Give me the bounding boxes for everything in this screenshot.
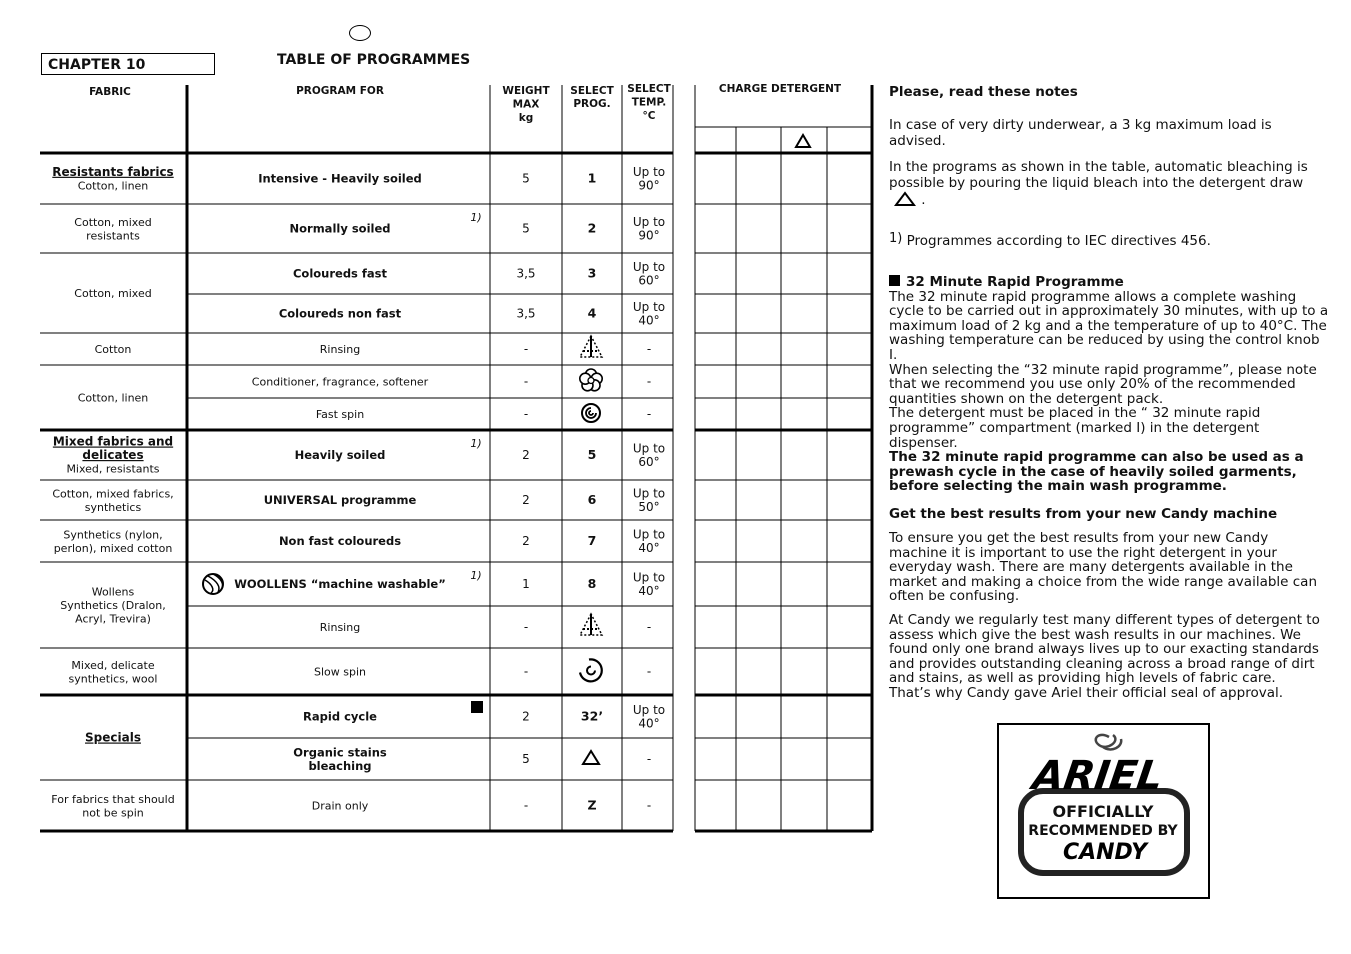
program-weight: 5 <box>522 171 530 186</box>
program-weight: - <box>523 664 529 679</box>
fabric-group-line: Cotton, mixed <box>74 215 152 229</box>
program-weight: - <box>523 620 529 634</box>
ariel-swirl-icon <box>1096 735 1121 750</box>
logo-line-1: OFFICIALLY <box>1052 802 1154 821</box>
program-temp: 90° <box>638 178 660 193</box>
program-temp: Up to <box>632 299 666 314</box>
black-square-icon <box>889 275 900 286</box>
program-temp: 40° <box>638 716 660 731</box>
best-results-heading: Get the best results from your new Candy machine <box>889 506 1278 522</box>
program-temp: Up to <box>632 214 666 229</box>
program-number: 8 <box>587 576 597 591</box>
program-temp: Up to <box>632 570 666 585</box>
program-name: Heavily soiled <box>294 448 386 462</box>
fabric-group-line: Cotton, mixed fabrics, <box>52 487 174 501</box>
rapid-body-2: When selecting the “32 minute rapid programme”, please note that we recommend you use only 20% of the recommended quantities shown on the detergent pack. <box>889 361 1317 407</box>
program-name: Organic stains <box>293 745 387 760</box>
footnote-text: Programmes according to IEC directives 456. <box>906 233 1211 249</box>
header-weight: MAX <box>512 98 540 111</box>
program-weight: 5 <box>522 221 530 236</box>
program-footnote-mark: 1) <box>470 437 482 450</box>
program-temp: 60° <box>638 454 660 469</box>
logo-line-3: CANDY <box>1062 840 1148 865</box>
fabric-group-line: Synthetics (Dralon, <box>60 599 166 612</box>
header-prog: SELECT <box>570 85 614 97</box>
fabric-group-line: Cotton, mixed <box>74 287 152 300</box>
program-name: Drain only <box>311 799 369 813</box>
fabric-group-line: synthetics, wool <box>68 672 158 686</box>
page-title: TABLE OF PROGRAMMES <box>277 52 471 68</box>
program-number: 6 <box>587 492 597 507</box>
program-name: Rinsing <box>319 621 361 634</box>
fast-spin-icon <box>582 404 600 422</box>
program-name: WOOLLENS “machine washable” <box>234 577 446 591</box>
fabric-group-line: Acryl, Trevira) <box>75 612 151 626</box>
program-temp: 40° <box>638 540 660 555</box>
program-weight: 5 <box>522 752 530 766</box>
program-weight: 2 <box>522 448 530 462</box>
program-temp: - <box>646 374 652 389</box>
program-temp: - <box>646 407 652 421</box>
program-temp: 40° <box>638 313 660 328</box>
program-name: Fast spin <box>315 408 365 421</box>
program-temp: Up to <box>632 441 666 456</box>
note-underwear: In case of very dirty underwear, a 3 kg maximum load is advised. <box>889 117 1272 149</box>
program-temp: Up to <box>632 527 666 542</box>
program-name: Rapid cycle <box>303 709 377 724</box>
ariel-logo-graphic <box>999 725 1208 897</box>
program-weight: 3,5 <box>516 306 536 321</box>
fabric-group-title: Resistants fabrics <box>52 164 174 179</box>
header-weight: WEIGHT <box>502 85 550 97</box>
rapid-body-3: The detergent must be placed in the “ 32 minute rapid programme” compartment (marked I) in the detergent dispenser. <box>889 405 1261 451</box>
fabric-group-line: resistants <box>86 229 140 243</box>
program-weight: 2 <box>522 534 530 548</box>
rapid-programme-section <box>889 275 1329 494</box>
rapid-body-1: The 32 minute rapid programme allows a complete washing cycle to be carried out in approximately 30 minutes, with up to a maximum load of 2 kg and a the temperature of up to 40°C. The washing temperature can be reduced by using the control knob I. <box>889 288 1329 363</box>
program-footnote-mark: 1) <box>470 569 482 582</box>
header-temp: SELECT <box>627 83 671 95</box>
header-program: PROGRAM FOR <box>296 85 384 97</box>
program-number: Z <box>587 797 597 813</box>
program-weight: - <box>523 374 529 389</box>
header-temp: °C <box>642 110 656 122</box>
program-temp: - <box>646 342 652 356</box>
rinse-icon <box>580 336 602 357</box>
program-number: 3 <box>587 265 597 281</box>
program-name: Conditioner, fragrance, softener <box>251 375 429 389</box>
program-weight: - <box>523 342 529 356</box>
rapid-cycle-square-icon <box>471 701 483 713</box>
program-name: Intensive - Heavily soiled <box>258 171 422 186</box>
program-temp: Up to <box>632 164 666 179</box>
rinse-icon <box>580 614 602 635</box>
program-number: 7 <box>587 533 597 548</box>
fabric-group-line: Cotton, linen <box>77 179 149 193</box>
program-temp: Up to <box>632 486 666 501</box>
program-weight: - <box>523 798 529 813</box>
program-weight: 1 <box>522 577 530 591</box>
program-name: Slow spin <box>313 665 367 679</box>
fabric-group-line: perlon), mixed cotton <box>53 541 173 555</box>
footnote <box>889 231 1211 249</box>
fabric-group-title: Mixed fabrics and <box>52 434 174 449</box>
fabric-group-line: Mixed, delicate <box>71 658 155 672</box>
header-charge: CHARGE DETERGENT <box>718 83 842 95</box>
program-name: Coloureds fast <box>292 266 388 281</box>
header-temp: TEMP. <box>631 96 667 109</box>
fabric-group-line: Cotton, linen <box>77 391 149 405</box>
program-temp: - <box>646 620 652 634</box>
fabric-group-title: delicates <box>82 448 144 462</box>
rapid-bold-note: The 32 minute rapid programme can also be used as a prewash cycle in the case of heavily soiled garments, before selecting the main wash programme. <box>889 449 1304 495</box>
bleach-triangle-icon <box>893 191 917 207</box>
charge-bleach-triangle-icon <box>796 135 810 147</box>
wool-ball-icon <box>203 574 223 594</box>
program-temp: 50° <box>638 499 660 514</box>
best-results-para-2: At Candy we regularly test many different types of detergent to assess which give the best wash results in our machines. We found only one brand always lives up to our exacting standards and provides outstanding cleaning across a broad range of dirt and stains, as well as providing high levels of fabric care. That’s why Candy gave Ariel their official seal of approval. <box>889 612 1320 701</box>
fabric-group-line: Cotton <box>94 343 132 356</box>
program-name: Rinsing <box>319 343 361 356</box>
program-weight: 2 <box>522 709 530 724</box>
program-name: Normally soiled <box>289 221 391 236</box>
program-temp: - <box>646 752 652 766</box>
program-number: 4 <box>587 305 597 321</box>
program-temp: 60° <box>638 273 660 288</box>
ariel-brand: ARIEL <box>1029 753 1166 799</box>
program-footnote-mark: 1) <box>470 211 482 224</box>
note-bleach-text: In the programs as shown in the table, automatic bleaching is possible by pouring the liquid bleach into the detergent draw <box>889 159 1308 191</box>
program-number: 2 <box>587 220 597 236</box>
fabric-group-line: not be spin <box>82 806 144 820</box>
bleach-triangle-icon <box>583 751 599 764</box>
program-name: bleaching <box>308 758 372 773</box>
program-weight: 3,5 <box>516 266 536 281</box>
program-temp: 40° <box>638 583 660 598</box>
note-bleach <box>889 159 1324 208</box>
flower-softener-icon <box>580 369 602 391</box>
program-number: 1 <box>587 170 597 186</box>
notes-heading: Please, read these notes <box>889 84 1078 100</box>
program-temp: - <box>646 664 652 679</box>
slow-spin-icon <box>580 659 602 681</box>
best-results-para-1: To ensure you get the best results from your new Candy machine it is important to use the right detergent in your everyday wash. There are many detergents available in the market and making a choice from the wide range available can often be confusing. <box>889 530 1318 605</box>
ariel-candy-logo <box>997 723 1210 899</box>
program-temp: 90° <box>638 228 660 243</box>
program-number: 32’ <box>580 708 604 724</box>
fabric-group-line: For fabrics that should <box>51 792 175 806</box>
logo-line-2: RECOMMENDED BY <box>1028 823 1178 839</box>
footnote-mark: 1) <box>889 231 903 246</box>
program-weight: - <box>523 407 529 421</box>
header-fabric: FABRIC <box>89 86 131 98</box>
program-number: 5 <box>587 447 597 462</box>
fabric-group-line: synthetics <box>84 500 142 514</box>
fabric-group-line: Wollens <box>91 585 135 599</box>
chapter-label: CHAPTER 10 <box>41 53 215 75</box>
rapid-heading: 32 Minute Rapid Programme <box>906 274 1124 290</box>
fabric-group-title: Specials <box>85 730 141 745</box>
note-bleach-end: . <box>921 192 926 208</box>
program-weight: 2 <box>522 493 530 507</box>
fabric-group-line: Mixed, resistants <box>66 462 160 476</box>
program-temp: - <box>646 798 652 813</box>
program-temp: Up to <box>632 259 666 274</box>
program-name: UNIVERSAL programme <box>263 493 417 507</box>
program-name: Coloureds non fast <box>278 306 402 321</box>
header-weight: kg <box>518 112 534 124</box>
program-name: Non fast coloureds <box>278 534 402 548</box>
program-temp: Up to <box>632 702 666 717</box>
header-prog: PROG. <box>573 98 611 110</box>
fabric-group-line: Synthetics (nylon, <box>63 528 163 542</box>
